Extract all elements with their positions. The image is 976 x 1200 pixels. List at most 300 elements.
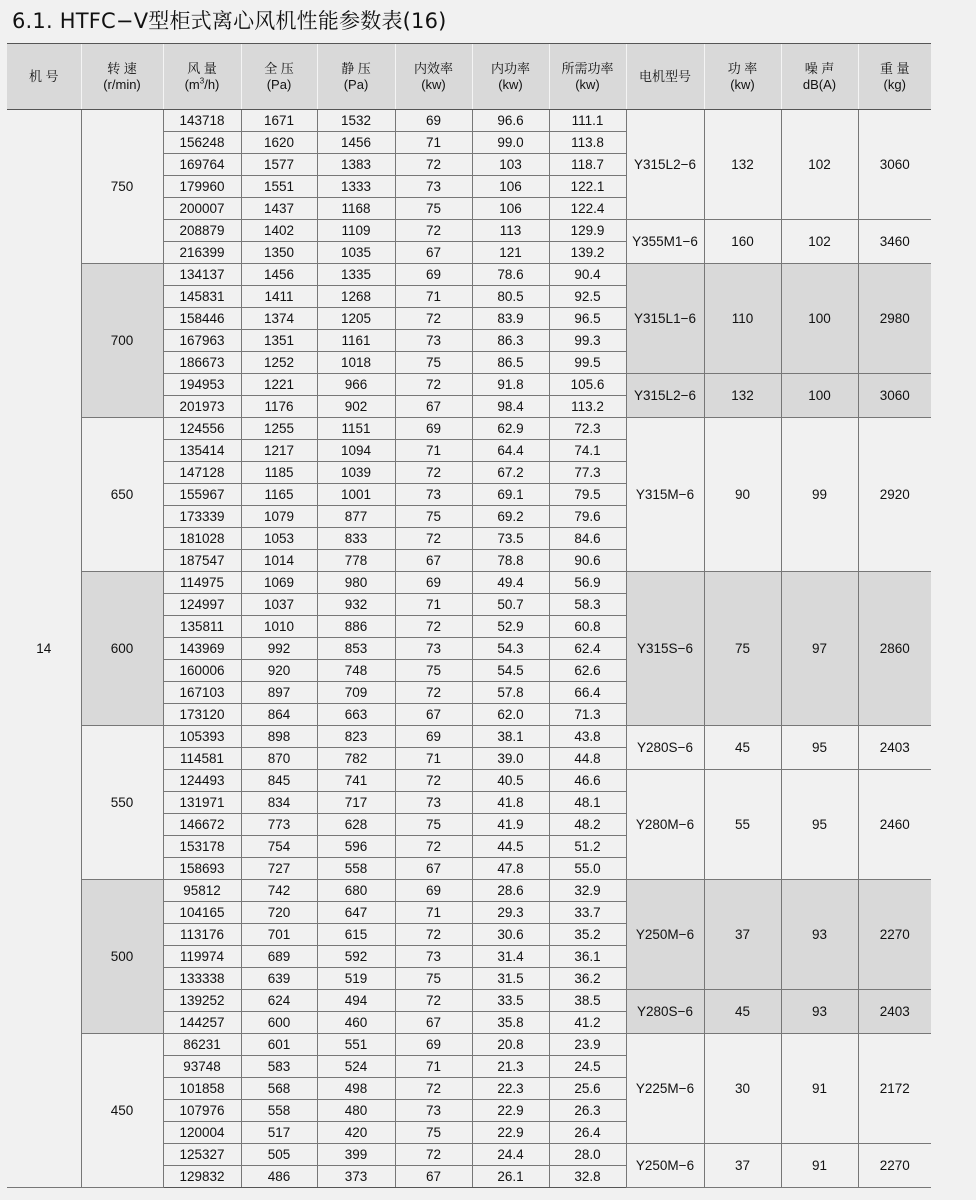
required-power-cell: 60.8	[549, 616, 626, 638]
internal-efficiency-cell: 73	[395, 792, 472, 814]
internal-power-cell: 22.3	[472, 1078, 549, 1100]
static-pressure-cell: 1532	[317, 110, 395, 132]
required-power-cell: 92.5	[549, 286, 626, 308]
internal-efficiency-cell: 73	[395, 484, 472, 506]
static-pressure-cell: 524	[317, 1056, 395, 1078]
internal-power-cell: 24.4	[472, 1144, 549, 1166]
header-label: 重 量	[879, 60, 910, 76]
page-title: 6.1. HTFC−Ⅴ型柜式离心风机性能参数表(16)	[12, 9, 447, 33]
total-pressure-cell: 1437	[241, 198, 317, 220]
total-pressure-cell: 845	[241, 770, 317, 792]
static-pressure-cell: 932	[317, 594, 395, 616]
total-pressure-cell: 870	[241, 748, 317, 770]
airflow-cell: 131971	[163, 792, 241, 814]
internal-power-cell: 69.1	[472, 484, 549, 506]
required-power-cell: 58.3	[549, 594, 626, 616]
internal-power-cell: 62.9	[472, 418, 549, 440]
header-row	[7, 44, 931, 110]
total-pressure-cell: 992	[241, 638, 317, 660]
total-pressure-cell: 1176	[241, 396, 317, 418]
required-power-cell: 90.4	[549, 264, 626, 286]
internal-efficiency-cell: 67	[395, 1012, 472, 1034]
static-pressure-cell: 902	[317, 396, 395, 418]
required-power-cell: 111.1	[549, 110, 626, 132]
required-power-cell: 36.2	[549, 968, 626, 990]
internal-power-cell: 31.4	[472, 946, 549, 968]
static-pressure-cell: 399	[317, 1144, 395, 1166]
weight-cell: 2860	[858, 572, 931, 726]
speed-cell: 650	[81, 418, 163, 572]
static-pressure-cell: 782	[317, 748, 395, 770]
total-pressure-cell: 601	[241, 1034, 317, 1056]
header-internal-power	[472, 44, 549, 110]
internal-efficiency-cell: 71	[395, 748, 472, 770]
airflow-cell: 134137	[163, 264, 241, 286]
total-pressure-cell: 897	[241, 682, 317, 704]
static-pressure-cell: 592	[317, 946, 395, 968]
noise-cell: 99	[781, 418, 858, 572]
internal-power-cell: 21.3	[472, 1056, 549, 1078]
internal-efficiency-cell: 71	[395, 902, 472, 924]
required-power-cell: 38.5	[549, 990, 626, 1012]
internal-power-cell: 50.7	[472, 594, 549, 616]
motor-model-cell: Y280S−6	[626, 726, 704, 770]
internal-power-cell: 69.2	[472, 506, 549, 528]
airflow-cell: 95812	[163, 880, 241, 902]
static-pressure-cell: 551	[317, 1034, 395, 1056]
total-pressure-cell: 558	[241, 1100, 317, 1122]
required-power-cell: 99.3	[549, 330, 626, 352]
total-pressure-cell: 1069	[241, 572, 317, 594]
motor-power-cell: 37	[704, 880, 781, 990]
header-unit: (kw)	[421, 76, 446, 92]
airflow-cell: 86231	[163, 1034, 241, 1056]
total-pressure-cell: 1217	[241, 440, 317, 462]
airflow-cell: 114975	[163, 572, 241, 594]
internal-efficiency-cell: 69	[395, 264, 472, 286]
internal-efficiency-cell: 72	[395, 220, 472, 242]
internal-power-cell: 113	[472, 220, 549, 242]
static-pressure-cell: 558	[317, 858, 395, 880]
total-pressure-cell: 920	[241, 660, 317, 682]
internal-power-cell: 33.5	[472, 990, 549, 1012]
noise-cell: 102	[781, 110, 858, 220]
internal-power-cell: 39.0	[472, 748, 549, 770]
weight-cell: 3060	[858, 110, 931, 220]
internal-power-cell: 67.2	[472, 462, 549, 484]
required-power-cell: 62.4	[549, 638, 626, 660]
airflow-cell: 135414	[163, 440, 241, 462]
static-pressure-cell: 1168	[317, 198, 395, 220]
motor-model-cell: Y280M−6	[626, 770, 704, 880]
static-pressure-cell: 1268	[317, 286, 395, 308]
internal-efficiency-cell: 69	[395, 1034, 472, 1056]
total-pressure-cell: 727	[241, 858, 317, 880]
internal-efficiency-cell: 72	[395, 770, 472, 792]
speed-cell: 500	[81, 880, 163, 1034]
static-pressure-cell: 709	[317, 682, 395, 704]
motor-model-cell: Y315L1−6	[626, 264, 704, 374]
airflow-cell: 173339	[163, 506, 241, 528]
required-power-cell: 79.5	[549, 484, 626, 506]
internal-power-cell: 86.5	[472, 352, 549, 374]
header-motor-model	[626, 44, 704, 110]
internal-power-cell: 41.8	[472, 792, 549, 814]
total-pressure-cell: 1165	[241, 484, 317, 506]
airflow-cell: 158693	[163, 858, 241, 880]
internal-power-cell: 83.9	[472, 308, 549, 330]
static-pressure-cell: 647	[317, 902, 395, 924]
internal-power-cell: 64.4	[472, 440, 549, 462]
speed-cell: 600	[81, 572, 163, 726]
machine-no-cell: 14	[7, 110, 81, 1188]
internal-efficiency-cell: 72	[395, 990, 472, 1012]
static-pressure-cell: 1109	[317, 220, 395, 242]
header-airflow	[163, 44, 241, 110]
internal-efficiency-cell: 72	[395, 924, 472, 946]
total-pressure-cell: 1620	[241, 132, 317, 154]
airflow-cell: 135811	[163, 616, 241, 638]
internal-efficiency-cell: 75	[395, 352, 472, 374]
header-label: 内效率	[413, 60, 453, 76]
motor-power-cell: 90	[704, 418, 781, 572]
table-row	[7, 1034, 931, 1056]
header-label: 功 率	[727, 60, 758, 76]
airflow-cell: 101858	[163, 1078, 241, 1100]
required-power-cell: 36.1	[549, 946, 626, 968]
internal-power-cell: 54.3	[472, 638, 549, 660]
internal-efficiency-cell: 67	[395, 550, 472, 572]
total-pressure-cell: 1185	[241, 462, 317, 484]
static-pressure-cell: 1161	[317, 330, 395, 352]
static-pressure-cell: 615	[317, 924, 395, 946]
header-label: 电机型号	[638, 68, 691, 84]
table-body	[7, 110, 931, 1188]
required-power-cell: 41.2	[549, 1012, 626, 1034]
airflow-cell: 124556	[163, 418, 241, 440]
header-unit: (Pa)	[266, 76, 292, 92]
required-power-cell: 48.1	[549, 792, 626, 814]
required-power-cell: 32.9	[549, 880, 626, 902]
internal-efficiency-cell: 73	[395, 946, 472, 968]
internal-power-cell: 54.5	[472, 660, 549, 682]
internal-efficiency-cell: 72	[395, 616, 472, 638]
total-pressure-cell: 583	[241, 1056, 317, 1078]
airflow-cell: 181028	[163, 528, 241, 550]
airflow-cell: 124493	[163, 770, 241, 792]
airflow-cell: 216399	[163, 242, 241, 264]
required-power-cell: 55.0	[549, 858, 626, 880]
internal-power-cell: 44.5	[472, 836, 549, 858]
header-label: 风 量	[187, 60, 217, 76]
total-pressure-cell: 600	[241, 1012, 317, 1034]
required-power-cell: 25.6	[549, 1078, 626, 1100]
motor-model-cell: Y315M−6	[626, 418, 704, 572]
noise-cell: 102	[781, 220, 858, 264]
noise-cell: 91	[781, 1034, 858, 1144]
header-unit: (kw)	[498, 76, 523, 92]
internal-power-cell: 106	[472, 176, 549, 198]
total-pressure-cell: 1037	[241, 594, 317, 616]
static-pressure-cell: 596	[317, 836, 395, 858]
total-pressure-cell: 773	[241, 814, 317, 836]
airflow-cell: 146672	[163, 814, 241, 836]
required-power-cell: 26.4	[549, 1122, 626, 1144]
airflow-cell: 143969	[163, 638, 241, 660]
internal-efficiency-cell: 67	[395, 704, 472, 726]
static-pressure-cell: 748	[317, 660, 395, 682]
internal-efficiency-cell: 69	[395, 418, 472, 440]
table-row	[7, 572, 931, 594]
noise-cell: 95	[781, 770, 858, 880]
total-pressure-cell: 1053	[241, 528, 317, 550]
internal-efficiency-cell: 67	[395, 858, 472, 880]
noise-cell: 100	[781, 374, 858, 418]
total-pressure-cell: 1402	[241, 220, 317, 242]
airflow-cell: 200007	[163, 198, 241, 220]
internal-efficiency-cell: 72	[395, 374, 472, 396]
internal-efficiency-cell: 72	[395, 1144, 472, 1166]
required-power-cell: 24.5	[549, 1056, 626, 1078]
noise-cell: 95	[781, 726, 858, 770]
weight-cell: 2403	[858, 990, 931, 1034]
motor-model-cell: Y315L2−6	[626, 374, 704, 418]
static-pressure-cell: 717	[317, 792, 395, 814]
internal-power-cell: 26.1	[472, 1166, 549, 1188]
static-pressure-cell: 628	[317, 814, 395, 836]
required-power-cell: 72.3	[549, 418, 626, 440]
total-pressure-cell: 689	[241, 946, 317, 968]
airflow-cell: 147128	[163, 462, 241, 484]
internal-power-cell: 29.3	[472, 902, 549, 924]
internal-power-cell: 30.6	[472, 924, 549, 946]
internal-efficiency-cell: 69	[395, 726, 472, 748]
airflow-cell: 145831	[163, 286, 241, 308]
internal-efficiency-cell: 75	[395, 1122, 472, 1144]
required-power-cell: 96.5	[549, 308, 626, 330]
static-pressure-cell: 886	[317, 616, 395, 638]
header-weight	[858, 44, 931, 110]
static-pressure-cell: 460	[317, 1012, 395, 1034]
static-pressure-cell: 823	[317, 726, 395, 748]
internal-power-cell: 31.5	[472, 968, 549, 990]
internal-efficiency-cell: 71	[395, 594, 472, 616]
table-row	[7, 880, 931, 902]
internal-efficiency-cell: 72	[395, 308, 472, 330]
internal-power-cell: 78.8	[472, 550, 549, 572]
internal-power-cell: 80.5	[472, 286, 549, 308]
airflow-cell: 158446	[163, 308, 241, 330]
speed-cell: 550	[81, 726, 163, 880]
internal-power-cell: 20.8	[472, 1034, 549, 1056]
weight-cell: 3060	[858, 374, 931, 418]
motor-model-cell: Y315S−6	[626, 572, 704, 726]
header-internal-efficiency	[395, 44, 472, 110]
speed-cell: 700	[81, 264, 163, 418]
internal-efficiency-cell: 73	[395, 1100, 472, 1122]
weight-cell: 2403	[858, 726, 931, 770]
static-pressure-cell: 1333	[317, 176, 395, 198]
static-pressure-cell: 853	[317, 638, 395, 660]
airflow-cell: 139252	[163, 990, 241, 1012]
static-pressure-cell: 680	[317, 880, 395, 902]
total-pressure-cell: 639	[241, 968, 317, 990]
internal-efficiency-cell: 73	[395, 330, 472, 352]
required-power-cell: 74.1	[549, 440, 626, 462]
motor-model-cell: Y250M−6	[626, 1144, 704, 1188]
total-pressure-cell: 624	[241, 990, 317, 1012]
motor-model-cell: Y355M1−6	[626, 220, 704, 264]
static-pressure-cell: 373	[317, 1166, 395, 1188]
internal-power-cell: 62.0	[472, 704, 549, 726]
total-pressure-cell: 568	[241, 1078, 317, 1100]
internal-power-cell: 96.6	[472, 110, 549, 132]
internal-efficiency-cell: 67	[395, 242, 472, 264]
header-label: 机 号	[28, 68, 59, 84]
airflow-cell: 143718	[163, 110, 241, 132]
header-unit-airflow: $(m^3/h)$	[184, 76, 220, 92]
required-power-cell: 26.3	[549, 1100, 626, 1122]
header-label: 所需功率	[561, 60, 614, 76]
required-power-cell: 56.9	[549, 572, 626, 594]
total-pressure-cell: 1351	[241, 330, 317, 352]
internal-efficiency-cell: 72	[395, 1078, 472, 1100]
weight-cell: 2172	[858, 1034, 931, 1144]
internal-efficiency-cell: 72	[395, 462, 472, 484]
table-row	[7, 110, 931, 132]
airflow-cell: 167963	[163, 330, 241, 352]
airflow-cell: 153178	[163, 836, 241, 858]
motor-model-cell: Y225M−6	[626, 1034, 704, 1144]
internal-power-cell: 41.9	[472, 814, 549, 836]
motor-power-cell: 110	[704, 264, 781, 374]
total-pressure-cell: 864	[241, 704, 317, 726]
internal-power-cell: 99.0	[472, 132, 549, 154]
required-power-cell: 23.9	[549, 1034, 626, 1056]
static-pressure-cell: 420	[317, 1122, 395, 1144]
weight-cell: 2460	[858, 770, 931, 880]
table-row	[7, 726, 931, 748]
required-power-cell: 32.8	[549, 1166, 626, 1188]
internal-efficiency-cell: 75	[395, 506, 472, 528]
airflow-cell: 201973	[163, 396, 241, 418]
header-label: 静 压	[341, 60, 371, 76]
weight-cell: 2270	[858, 880, 931, 990]
weight-cell: 3460	[858, 220, 931, 264]
airflow-cell: 104165	[163, 902, 241, 924]
noise-cell: 93	[781, 990, 858, 1034]
static-pressure-cell: 480	[317, 1100, 395, 1122]
required-power-cell: 113.8	[549, 132, 626, 154]
required-power-cell: 79.6	[549, 506, 626, 528]
required-power-cell: 77.3	[549, 462, 626, 484]
required-power-cell: 105.6	[549, 374, 626, 396]
required-power-cell: 122.4	[549, 198, 626, 220]
noise-cell: 93	[781, 880, 858, 990]
header-required-power	[549, 44, 626, 110]
total-pressure-cell: 1374	[241, 308, 317, 330]
airflow-cell: 194953	[163, 374, 241, 396]
airflow-cell: 120004	[163, 1122, 241, 1144]
header-unit: (kw)	[730, 76, 755, 92]
noise-cell: 97	[781, 572, 858, 726]
total-pressure-cell: 1671	[241, 110, 317, 132]
static-pressure-cell: 1456	[317, 132, 395, 154]
airflow-cell: 144257	[163, 1012, 241, 1034]
total-pressure-cell: 1014	[241, 550, 317, 572]
motor-power-cell: 45	[704, 990, 781, 1034]
header-unit: (kw)	[575, 76, 600, 92]
internal-power-cell: 121	[472, 242, 549, 264]
airflow-cell: 107976	[163, 1100, 241, 1122]
airflow-cell: 105393	[163, 726, 241, 748]
internal-efficiency-cell: 69	[395, 110, 472, 132]
total-pressure-cell: 1350	[241, 242, 317, 264]
internal-power-cell: 98.4	[472, 396, 549, 418]
internal-power-cell: 91.8	[472, 374, 549, 396]
internal-power-cell: 28.6	[472, 880, 549, 902]
internal-power-cell: 78.6	[472, 264, 549, 286]
total-pressure-cell: 1456	[241, 264, 317, 286]
total-pressure-cell: 1221	[241, 374, 317, 396]
motor-model-cell: Y250M−6	[626, 880, 704, 990]
header-unit: (Pa)	[343, 76, 369, 92]
total-pressure-cell: 505	[241, 1144, 317, 1166]
required-power-cell: 122.1	[549, 176, 626, 198]
required-power-cell: 48.2	[549, 814, 626, 836]
motor-power-cell: 30	[704, 1034, 781, 1144]
internal-efficiency-cell: 72	[395, 528, 472, 550]
internal-efficiency-cell: 72	[395, 836, 472, 858]
required-power-cell: 118.7	[549, 154, 626, 176]
airflow-cell: 129832	[163, 1166, 241, 1188]
static-pressure-cell: 1001	[317, 484, 395, 506]
internal-power-cell: 86.3	[472, 330, 549, 352]
internal-power-cell: 49.4	[472, 572, 549, 594]
required-power-cell: 129.9	[549, 220, 626, 242]
required-power-cell: 35.2	[549, 924, 626, 946]
motor-power-cell: 160	[704, 220, 781, 264]
internal-efficiency-cell: 69	[395, 880, 472, 902]
total-pressure-cell: 517	[241, 1122, 317, 1144]
internal-efficiency-cell: 71	[395, 440, 472, 462]
required-power-cell: 28.0	[549, 1144, 626, 1166]
motor-power-cell: 45	[704, 726, 781, 770]
airflow-cell: 93748	[163, 1056, 241, 1078]
required-power-cell: 90.6	[549, 550, 626, 572]
required-power-cell: 62.6	[549, 660, 626, 682]
static-pressure-cell: 966	[317, 374, 395, 396]
total-pressure-cell: 720	[241, 902, 317, 924]
table-row	[7, 264, 931, 286]
airflow-cell: 155967	[163, 484, 241, 506]
required-power-cell: 84.6	[549, 528, 626, 550]
static-pressure-cell: 778	[317, 550, 395, 572]
required-power-cell: 43.8	[549, 726, 626, 748]
static-pressure-cell: 498	[317, 1078, 395, 1100]
airflow-cell: 114581	[163, 748, 241, 770]
static-pressure-cell: 1035	[317, 242, 395, 264]
header-unit: dB(A)	[802, 76, 837, 92]
internal-power-cell: 47.8	[472, 858, 549, 880]
total-pressure-cell: 1411	[241, 286, 317, 308]
internal-efficiency-cell: 72	[395, 682, 472, 704]
total-pressure-cell: 486	[241, 1166, 317, 1188]
internal-power-cell: 52.9	[472, 616, 549, 638]
airflow-cell: 173120	[163, 704, 241, 726]
performance-table	[7, 43, 931, 1188]
header-noise	[781, 44, 858, 110]
